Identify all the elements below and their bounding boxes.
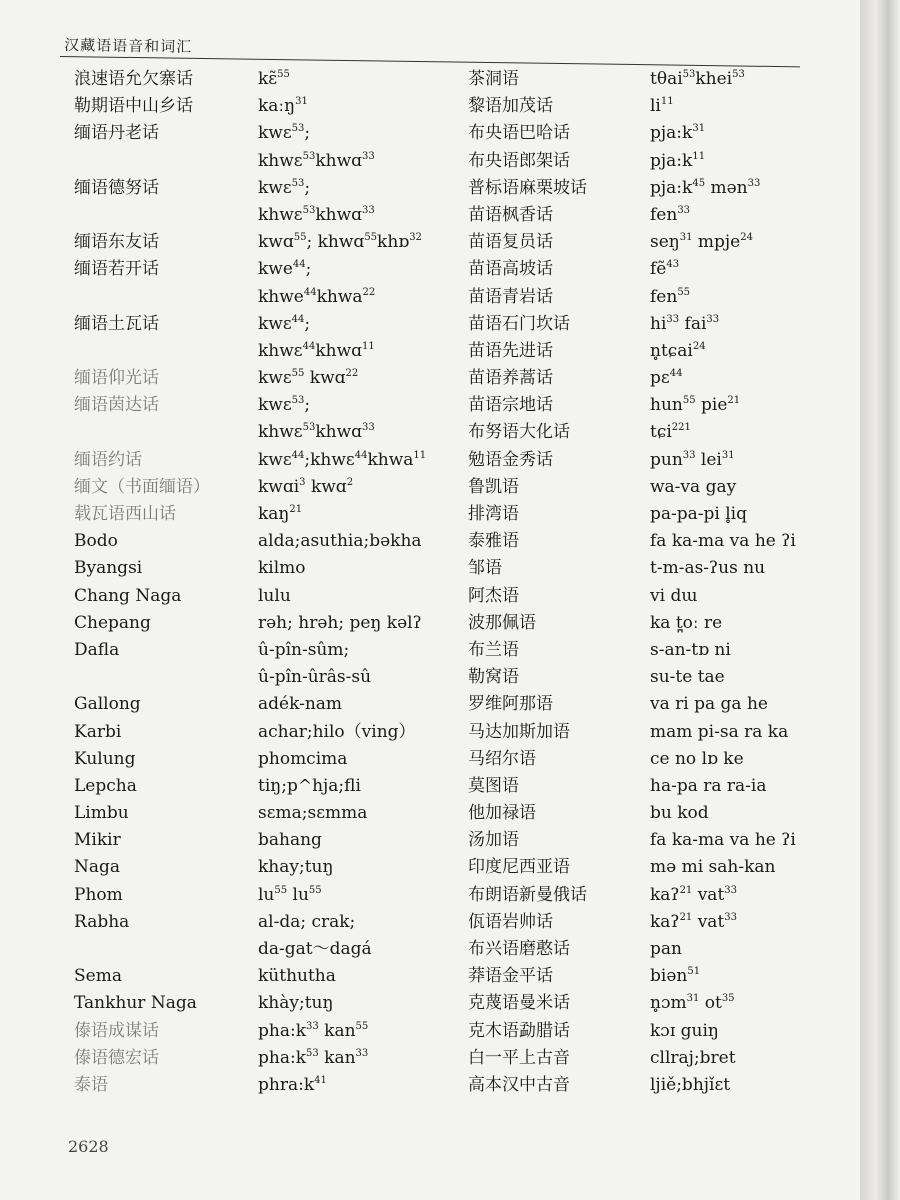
word-form: kwe$^{44}$; [258,259,312,280]
word-form: $pja:k^{31}$ [650,123,706,144]
language-name: 莫图语 [468,775,519,796]
word-form: va ri pa ga he [650,694,768,715]
language-name: Sema [74,966,122,987]
word-form: kwɑ$^{55}$; khwɑ$^{55}$khɒ$^{32}$ [258,232,422,253]
word-form: khwe$^{44}$khwa$^{22}$ [258,286,376,307]
word-form: n̥ɔm$^{31}$ $ot^{35}$ [650,993,735,1014]
word-form: ce no lɒ ke [650,748,744,769]
word-form: $hi^{33}$ fai$^{33}$ [650,313,720,334]
header-title: 汉藏语语音和词汇 [64,36,193,56]
language-name: 波那佩语 [468,612,536,633]
language-name: Limbu [74,803,129,824]
language-name: 苗语青岩话 [468,286,553,307]
word-form: sɛma;sɛmma [258,803,368,824]
language-name: 缅语丹老话 [74,123,159,144]
word-form: tθai$^{53}$khei$^{53}$ [650,69,745,89]
word-form: adék-nam [258,694,343,715]
word-form: pɛ$^{44}$ [650,368,683,389]
language-name: 莽语金平话 [468,966,553,987]
word-form: rəh; hrəh; peŋ kəlʔ [258,612,422,633]
language-name: 罗维阿那语 [468,694,553,715]
language-name: Gallong [74,694,141,715]
language-name: 勉语金秀话 [468,449,553,470]
word-column-right [650,66,830,1099]
language-name: 苗语养蒿话 [468,368,553,389]
word-form: wa-va gay [650,476,737,497]
language-name: 布兰语 [468,639,519,660]
language-name: Mikir [74,830,121,851]
word-form: achar;hilo（ving） [258,721,416,742]
word-form: û-pîn-ûrâs-sû [258,667,372,688]
blank-row [74,664,254,691]
word-form: khwɛ$^{53}$khwɑ$^{33}$ [258,150,375,171]
page-number: 2628 [68,1137,109,1156]
language-name: 普标语麻栗坡话 [468,177,587,198]
word-form: khwɛ$^{53}$khwɑ$^{33}$ [258,204,375,225]
word-form: ljiě;bhjǐɛt [650,1074,731,1095]
language-name: 勒窝语 [468,667,519,688]
blank-row [74,338,254,365]
language-name: 缅语东友话 [74,232,159,253]
word-form: $pha:k^{33}$ kan$^{55}$ [258,1020,369,1041]
language-name: Chepang [74,612,151,633]
language-name: 阿杰语 [468,585,519,606]
word-form: lulu [258,585,291,606]
language-name: Lepcha [74,775,137,796]
word-form: pun$^{33}$ lei$^{31}$ [650,449,735,470]
word-form: $pja:k^{45}$ mən$^{33}$ [650,177,761,198]
language-column-left [74,66,254,1099]
word-form: kwɛ$^{55}$ kwɑ$^{22}$ [258,368,359,389]
word-form: t-m-as-ʔus nu [650,558,766,579]
word-form: bu kod [650,803,709,824]
blank-row [74,284,254,311]
language-name: 勒期语中山乡话 [74,96,193,117]
word-form: mam pi-sa ra ka [650,721,789,742]
word-form: fen$^{55}$ [650,286,691,307]
language-name: 缅语仰光话 [74,368,159,389]
word-form: kwɛ$^{53}$; [258,123,311,144]
word-form: khay;tuŋ [258,857,334,878]
word-form: fa ka-ma va he ʔi [650,830,796,851]
language-name: 邹语 [468,558,502,579]
word-form: biən$^{51}$ [650,966,701,987]
language-name: 苗语高坡话 [468,259,553,280]
language-name: Phom [74,884,123,905]
language-name: 布努语大化话 [468,422,570,443]
word-form: û-pîn-sûm; [258,639,350,660]
language-name: 缅语茵达话 [74,395,159,416]
language-name: Dafla [74,639,120,660]
language-name: 苗语先进话 [468,340,553,361]
language-name: 白一平上古音 [468,1047,570,1068]
language-name: 佤语岩帅话 [468,911,553,932]
word-form: $li^{11}$ [650,96,674,117]
language-name: Bodo [74,531,118,552]
word-form: khwɛ$^{44}$khwɑ$^{11}$ [258,340,375,361]
word-form: mə mi sah-kan [650,857,776,878]
word-form: fa ka-ma va he ʔi [650,531,796,552]
language-name: 泰雅语 [468,531,519,552]
language-name: 泰语 [74,1074,108,1095]
word-form: khwɛ$^{53}$khwɑ$^{33}$ [258,422,375,443]
language-name: Byangsi [74,558,143,579]
word-form: hun$^{55}$ pie$^{21}$ [650,395,741,416]
language-name: 缅语德努话 [74,177,159,198]
word-form: n̥tɕai$^{24}$ [650,340,706,361]
language-name: 印度尼西亚语 [468,857,570,878]
blank-row [74,202,254,229]
word-form: s-an-tɒ ni [650,639,731,660]
word-column-left [258,66,463,1099]
word-form: su-te tae [650,667,725,688]
language-name: 茶洞语 [468,69,519,89]
language-name: Chang Naga [74,585,182,606]
language-name: 苗语宗地话 [468,395,553,416]
word-form: $pja:k^{11}$ [650,150,706,171]
language-name: 马达加斯加语 [468,721,570,742]
word-form: pan [650,939,682,959]
language-name: 他加禄语 [468,803,536,824]
word-form: kwɛ$^{53}$; [258,177,311,198]
language-name: 苗语复员话 [468,232,553,253]
word-form: $pha:k^{53}$ kan$^{33}$ [258,1047,369,1068]
word-form: kwɛ$^{44}$; [258,313,311,334]
word-form: kɛ̃$^{55}$ [258,69,290,89]
word-form: cllraj;bret [650,1047,736,1068]
language-name: 布朗语新曼俄话 [468,884,587,905]
language-name: Rabha [74,911,130,932]
word-form: kwɛ$^{44}$;khwɛ$^{44}$khwa$^{11}$ [258,449,427,470]
language-name: 布央语巴哈话 [468,123,570,144]
language-name: 缅语若开话 [74,259,159,280]
language-column-right [468,66,648,1099]
language-name: 缅语约话 [74,449,142,470]
word-form: fen$^{33}$ [650,204,691,225]
language-name: 浪速语允欠寨话 [74,69,193,89]
language-name: 载瓦语西山话 [74,504,176,524]
word-form: kaʔ$^{21}$ vat$^{33}$ [650,911,738,932]
language-name: Tankhur Naga [74,993,197,1014]
word-form: kilmo [258,558,306,579]
language-name: 缅文（书面缅语） [74,476,210,497]
word-form: kwɛ$^{53}$; [258,395,311,416]
word-form: phomcima [258,748,348,769]
language-name: 苗语石门坎话 [468,313,570,334]
word-form: küthutha [258,966,336,987]
language-name: 鲁凯语 [468,476,519,497]
word-form: da-gat～dagá [258,939,372,959]
word-form: seŋ$^{31}$ mpje$^{24}$ [650,232,753,253]
blank-row [74,419,254,446]
word-form: al-da; crak; [258,911,356,932]
language-name: 克木语勐腊话 [468,1020,570,1041]
language-name: Kulung [74,748,136,769]
word-form: alda;asuthia;bəkha [258,531,422,552]
word-form: pa-pa-pi l̥iq [650,504,748,524]
word-form: tɕi$^{221}$ [650,422,691,443]
language-name: 汤加语 [468,830,519,851]
language-name: 布央语郎架话 [468,150,570,171]
word-form: ka t̪oː re [650,612,723,633]
language-name: 傣语成谋话 [74,1020,159,1041]
language-name: 马绍尔语 [468,748,536,769]
word-form: kaŋ$^{21}$ [258,504,303,524]
blank-row [74,936,254,963]
word-form: kaʔ$^{21}$ vat$^{33}$ [650,884,738,905]
language-name: Karbi [74,721,122,742]
language-name: 克蔑语曼米话 [468,993,570,1014]
word-form: kwɑi$^3$ kwɑ$^2$ [258,476,354,497]
running-header [60,32,800,67]
word-form: vi dɯ [650,585,698,606]
word-form: kaːŋ$^{31}$ [258,96,308,117]
language-name: 布兴语磨憨话 [468,939,570,959]
language-name: Naga [74,857,121,878]
language-name: 排湾语 [468,504,519,524]
word-form: khày;tuŋ [258,993,334,1014]
word-form: fẽ$^{43}$ [650,259,680,280]
language-name: 黎语加茂话 [468,96,553,117]
word-form: ha-pa ra ra-ia [650,775,767,796]
word-form: tiŋ;p^hja;fli [258,775,361,796]
word-form: $phra:k^{41}$ [258,1074,327,1095]
page-edge [860,0,900,1200]
language-name: 高本汉中古音 [468,1074,570,1095]
language-name: 苗语枫香话 [468,204,553,225]
word-form: kɔɪ guiŋ [650,1020,719,1041]
word-form: $lu^{55}$ $lu^{55}$ [258,884,322,905]
word-form: bahang [258,830,322,851]
blank-row [74,148,254,175]
language-name: 傣语德宏话 [74,1047,159,1068]
language-name: 缅语土瓦话 [74,313,159,334]
